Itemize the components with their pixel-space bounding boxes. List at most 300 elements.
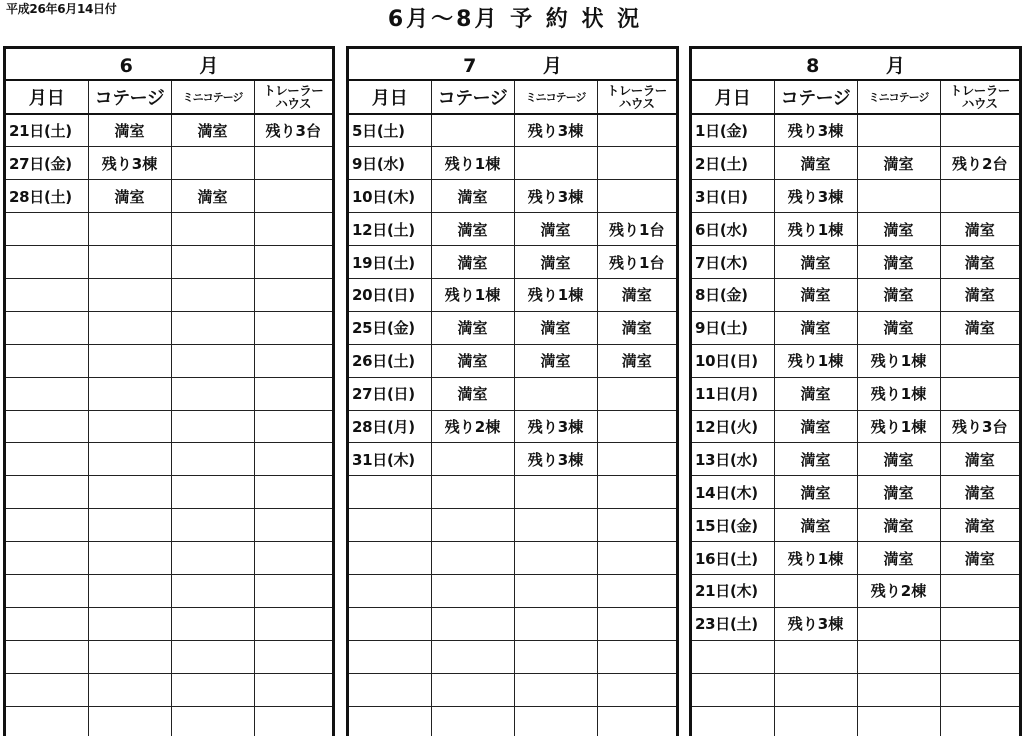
col-header-mini-cottage: ミニコテージ: [514, 81, 597, 114]
cell-date: 3日(日): [692, 180, 774, 213]
header-row: [349, 81, 676, 114]
cell-cottage: 残り1棟: [774, 344, 857, 377]
trailer-header-line2: ハウス: [275, 96, 312, 111]
table-row: [349, 114, 676, 147]
cell-date: [349, 706, 431, 736]
cell-mini-cottage: [171, 443, 254, 476]
cell-cottage: [88, 311, 171, 344]
cell-trailer-house: 残り3台: [254, 114, 332, 147]
cell-mini-cottage: [514, 542, 597, 575]
cell-trailer-house: 満室: [940, 213, 1019, 246]
cell-cottage: 残り1棟: [774, 542, 857, 575]
cell-trailer-house: [597, 410, 676, 443]
cell-mini-cottage: [171, 574, 254, 607]
cell-trailer-house: [597, 180, 676, 213]
cell-trailer-house: [940, 114, 1019, 147]
issue-date: 平成26年6月14日付: [6, 2, 117, 16]
table-row: [349, 443, 676, 476]
cell-mini-cottage: 残り1棟: [857, 344, 940, 377]
table-row: [6, 476, 332, 509]
cell-mini-cottage: 満室: [857, 213, 940, 246]
cell-mini-cottage: 満室: [857, 476, 940, 509]
cell-cottage: 残り1棟: [431, 278, 514, 311]
table-row: [349, 278, 676, 311]
table-row: [692, 278, 1019, 311]
table-row: [692, 377, 1019, 410]
cell-mini-cottage: [857, 640, 940, 673]
cell-mini-cottage: 満室: [857, 443, 940, 476]
cell-trailer-house: [597, 673, 676, 706]
cell-mini-cottage: 残り3棟: [514, 410, 597, 443]
cell-date: 16日(土): [692, 542, 774, 575]
cell-date: [6, 213, 88, 246]
cell-trailer-house: [940, 180, 1019, 213]
cell-trailer-house: [254, 180, 332, 213]
cell-trailer-house: 残り1台: [597, 246, 676, 279]
table-row: [692, 443, 1019, 476]
cell-date: [6, 607, 88, 640]
cell-trailer-house: 満室: [940, 311, 1019, 344]
cell-date: [349, 542, 431, 575]
cell-cottage: 残り3棟: [774, 114, 857, 147]
cell-mini-cottage: 満室: [857, 509, 940, 542]
table-row: [692, 574, 1019, 607]
col-header-cottage: コテージ: [774, 81, 857, 114]
cell-trailer-house: [597, 377, 676, 410]
cell-mini-cottage: [514, 706, 597, 736]
col-header-cottage: コテージ: [88, 81, 171, 114]
cell-cottage: [774, 673, 857, 706]
cell-date: [349, 673, 431, 706]
table-row: [692, 213, 1019, 246]
cell-trailer-house: [597, 706, 676, 736]
cell-cottage: [88, 443, 171, 476]
cell-trailer-house: [940, 607, 1019, 640]
trailer-header-line1: トレーラー: [949, 83, 1010, 98]
cell-trailer-house: [254, 542, 332, 575]
cell-date: 2日(土): [692, 147, 774, 180]
cell-trailer-house: [254, 213, 332, 246]
cell-cottage: [88, 213, 171, 246]
cell-cottage: 満室: [774, 509, 857, 542]
cell-trailer-house: [597, 607, 676, 640]
cell-trailer-house: 満室: [940, 246, 1019, 279]
cell-trailer-house: 残り1台: [597, 213, 676, 246]
reservation-table: [6, 81, 332, 736]
cell-mini-cottage: 満室: [857, 542, 940, 575]
cell-mini-cottage: 残り1棟: [857, 377, 940, 410]
col-header-date: 月日: [349, 81, 431, 114]
trailer-header-line1: トレーラー: [263, 83, 324, 98]
col-header-cottage: コテージ: [431, 81, 514, 114]
cell-date: 7日(木): [692, 246, 774, 279]
cell-cottage: 満室: [774, 476, 857, 509]
cell-date: [6, 377, 88, 410]
cell-trailer-house: [597, 509, 676, 542]
table-row: [6, 706, 332, 736]
table-row: [6, 311, 332, 344]
cell-trailer-house: [254, 344, 332, 377]
cell-cottage: [88, 607, 171, 640]
cell-mini-cottage: [857, 180, 940, 213]
cell-date: 10日(木): [349, 180, 431, 213]
cell-trailer-house: 満室: [597, 344, 676, 377]
cell-date: 6日(水): [692, 213, 774, 246]
table-row: [6, 607, 332, 640]
cell-mini-cottage: 満室: [857, 311, 940, 344]
cell-cottage: [88, 574, 171, 607]
col-header-trailer-house: [940, 81, 1019, 114]
cell-cottage: 満室: [774, 311, 857, 344]
header-row: [692, 81, 1019, 114]
cell-date: [6, 311, 88, 344]
cell-trailer-house: [254, 410, 332, 443]
cell-date: 21日(木): [692, 574, 774, 607]
col-header-trailer-house: [254, 81, 332, 114]
cell-trailer-house: [254, 147, 332, 180]
table-row: [6, 377, 332, 410]
cell-mini-cottage: [171, 476, 254, 509]
cell-mini-cottage: [857, 673, 940, 706]
cell-trailer-house: [597, 640, 676, 673]
table-row: [6, 278, 332, 311]
cell-cottage: [88, 542, 171, 575]
cell-cottage: [88, 706, 171, 736]
cell-mini-cottage: [171, 344, 254, 377]
cell-mini-cottage: 満室: [514, 311, 597, 344]
cell-date: [692, 706, 774, 736]
cell-date: [6, 542, 88, 575]
cell-trailer-house: 満室: [940, 476, 1019, 509]
cell-mini-cottage: 満室: [857, 278, 940, 311]
cell-mini-cottage: [171, 147, 254, 180]
cell-trailer-house: 満室: [940, 443, 1019, 476]
table-row: [6, 180, 332, 213]
cell-mini-cottage: [171, 509, 254, 542]
cell-cottage: [774, 640, 857, 673]
cell-cottage: [774, 706, 857, 736]
page-title: 6月〜8月 予 約 状 況: [387, 7, 643, 32]
cell-trailer-house: [254, 311, 332, 344]
cell-cottage: 満室: [774, 278, 857, 311]
cell-cottage: [431, 640, 514, 673]
cell-date: [6, 476, 88, 509]
table-row: [6, 542, 332, 575]
cell-date: 10日(日): [692, 344, 774, 377]
reservation-table: [349, 81, 676, 736]
cell-trailer-house: [254, 574, 332, 607]
cell-date: 13日(水): [692, 443, 774, 476]
cell-date: [6, 706, 88, 736]
cell-cottage: [431, 542, 514, 575]
table-row: [349, 147, 676, 180]
cell-date: [6, 509, 88, 542]
cell-cottage: [431, 114, 514, 147]
cell-mini-cottage: 満室: [514, 344, 597, 377]
cell-date: 15日(金): [692, 509, 774, 542]
cell-cottage: 残り2棟: [431, 410, 514, 443]
cell-cottage: [88, 344, 171, 377]
cell-trailer-house: [940, 706, 1019, 736]
table-row: [6, 147, 332, 180]
table-row: [692, 607, 1019, 640]
cell-trailer-house: [254, 706, 332, 736]
table-row: [349, 706, 676, 736]
table-row: [349, 640, 676, 673]
cell-date: [6, 640, 88, 673]
cell-mini-cottage: [171, 607, 254, 640]
cell-cottage: 満室: [431, 311, 514, 344]
cell-date: 12日(火): [692, 410, 774, 443]
cell-date: [6, 574, 88, 607]
cell-date: 8日(金): [692, 278, 774, 311]
table-row: [349, 410, 676, 443]
cell-date: 28日(土): [6, 180, 88, 213]
table-row: [349, 344, 676, 377]
table-row: [6, 213, 332, 246]
cell-cottage: 満室: [431, 213, 514, 246]
cell-mini-cottage: 残り1棟: [857, 410, 940, 443]
cell-date: [349, 607, 431, 640]
cell-date: [349, 476, 431, 509]
cell-cottage: [431, 476, 514, 509]
cell-cottage: 残り1棟: [431, 147, 514, 180]
table-row: [692, 542, 1019, 575]
cell-mini-cottage: [514, 147, 597, 180]
cell-date: 12日(土): [349, 213, 431, 246]
cell-trailer-house: [254, 246, 332, 279]
cell-cottage: [774, 574, 857, 607]
cell-trailer-house: 満室: [597, 278, 676, 311]
cell-date: 1日(金): [692, 114, 774, 147]
cell-cottage: [88, 246, 171, 279]
cell-trailer-house: [254, 640, 332, 673]
cell-date: [6, 443, 88, 476]
cell-trailer-house: [597, 147, 676, 180]
cell-cottage: [88, 377, 171, 410]
cell-date: 20日(日): [349, 278, 431, 311]
cell-date: [349, 509, 431, 542]
cell-trailer-house: [940, 377, 1019, 410]
cell-cottage: 満室: [88, 180, 171, 213]
cell-trailer-house: [254, 377, 332, 410]
trailer-header-line1: トレーラー: [606, 83, 667, 98]
cell-trailer-house: [597, 114, 676, 147]
cell-mini-cottage: 満室: [514, 246, 597, 279]
cell-cottage: [431, 706, 514, 736]
cell-mini-cottage: [171, 706, 254, 736]
cell-mini-cottage: [171, 640, 254, 673]
table-row: [692, 476, 1019, 509]
cell-trailer-house: 満室: [940, 278, 1019, 311]
table-row: [692, 509, 1019, 542]
table-row: [349, 213, 676, 246]
cell-mini-cottage: [857, 607, 940, 640]
cell-trailer-house: [940, 640, 1019, 673]
cell-date: 27日(日): [349, 377, 431, 410]
table-row: [692, 147, 1019, 180]
cell-cottage: 残り3棟: [88, 147, 171, 180]
cell-mini-cottage: [514, 476, 597, 509]
cell-date: [692, 640, 774, 673]
cell-mini-cottage: 残り1棟: [514, 278, 597, 311]
cell-date: 31日(木): [349, 443, 431, 476]
cell-date: [692, 673, 774, 706]
month-panel-august: [689, 46, 1022, 736]
month-panel-june: [3, 46, 335, 736]
table-row: [349, 377, 676, 410]
cell-trailer-house: 満室: [940, 542, 1019, 575]
cell-mini-cottage: [171, 246, 254, 279]
cell-mini-cottage: 残り2棟: [857, 574, 940, 607]
cell-cottage: [88, 640, 171, 673]
table-row: [692, 706, 1019, 736]
cell-cottage: 満室: [431, 246, 514, 279]
cell-cottage: [88, 673, 171, 706]
cell-mini-cottage: [514, 640, 597, 673]
cell-mini-cottage: 満室: [514, 213, 597, 246]
table-row: [692, 114, 1019, 147]
table-row: [6, 509, 332, 542]
cell-trailer-house: [597, 443, 676, 476]
cell-date: 23日(土): [692, 607, 774, 640]
cell-cottage: [431, 443, 514, 476]
table-row: [6, 640, 332, 673]
cell-mini-cottage: [171, 673, 254, 706]
cell-mini-cottage: 満室: [171, 114, 254, 147]
table-row: [692, 410, 1019, 443]
trailer-header-line2: ハウス: [618, 96, 655, 111]
cell-date: 11日(月): [692, 377, 774, 410]
col-header-mini-cottage: ミニコテージ: [857, 81, 940, 114]
cell-date: 21日(土): [6, 114, 88, 147]
col-header-mini-cottage: ミニコテージ: [171, 81, 254, 114]
month-heading: 8 月: [692, 49, 1019, 81]
cell-mini-cottage: [857, 114, 940, 147]
table-row: [349, 246, 676, 279]
cell-date: [349, 640, 431, 673]
cell-date: 28日(月): [349, 410, 431, 443]
cell-cottage: [88, 278, 171, 311]
table-row: [349, 574, 676, 607]
cell-mini-cottage: 満室: [857, 147, 940, 180]
table-row: [349, 311, 676, 344]
cell-cottage: 残り3棟: [774, 607, 857, 640]
table-row: [6, 410, 332, 443]
table-row: [692, 246, 1019, 279]
table-row: [6, 574, 332, 607]
cell-cottage: [88, 476, 171, 509]
table-row: [6, 443, 332, 476]
cell-mini-cottage: [514, 574, 597, 607]
header-row: [6, 81, 332, 114]
cell-mini-cottage: [514, 509, 597, 542]
cell-trailer-house: [254, 673, 332, 706]
table-row: [692, 640, 1019, 673]
cell-mini-cottage: [171, 213, 254, 246]
cell-cottage: [431, 607, 514, 640]
cell-date: 9日(土): [692, 311, 774, 344]
table-row: [349, 180, 676, 213]
cell-mini-cottage: [171, 377, 254, 410]
trailer-header-line2: ハウス: [961, 96, 998, 111]
cell-trailer-house: [940, 574, 1019, 607]
cell-trailer-house: [254, 476, 332, 509]
cell-date: 14日(木): [692, 476, 774, 509]
month-heading: 7 月: [349, 49, 676, 81]
cell-date: 26日(土): [349, 344, 431, 377]
table-row: [349, 476, 676, 509]
cell-cottage: 満室: [774, 246, 857, 279]
cell-date: 9日(水): [349, 147, 431, 180]
cell-mini-cottage: [514, 377, 597, 410]
cell-cottage: 満室: [431, 180, 514, 213]
cell-date: [6, 344, 88, 377]
cell-trailer-house: [254, 278, 332, 311]
cell-cottage: 満室: [774, 377, 857, 410]
cell-date: 19日(土): [349, 246, 431, 279]
cell-trailer-house: [254, 509, 332, 542]
table-row: [349, 673, 676, 706]
cell-mini-cottage: 残り3棟: [514, 180, 597, 213]
col-header-date: 月日: [6, 81, 88, 114]
cell-trailer-house: [597, 476, 676, 509]
table-row: [692, 180, 1019, 213]
cell-date: [349, 574, 431, 607]
cell-trailer-house: [597, 574, 676, 607]
cell-trailer-house: [254, 443, 332, 476]
cell-date: 25日(金): [349, 311, 431, 344]
month-heading: 6 月: [6, 49, 332, 81]
table-row: [692, 344, 1019, 377]
cell-cottage: [431, 509, 514, 542]
table-row: [6, 246, 332, 279]
cell-cottage: [431, 673, 514, 706]
table-row: [692, 311, 1019, 344]
table-row: [349, 509, 676, 542]
cell-cottage: 満室: [88, 114, 171, 147]
cell-mini-cottage: [857, 706, 940, 736]
cell-mini-cottage: 残り3棟: [514, 114, 597, 147]
cell-mini-cottage: [514, 607, 597, 640]
cell-trailer-house: [254, 607, 332, 640]
cell-cottage: 満室: [774, 410, 857, 443]
col-header-date: 月日: [692, 81, 774, 114]
cell-trailer-house: 満室: [940, 509, 1019, 542]
cell-date: [6, 246, 88, 279]
cell-mini-cottage: [171, 542, 254, 575]
cell-cottage: 残り3棟: [774, 180, 857, 213]
cell-mini-cottage: 残り3棟: [514, 443, 597, 476]
cell-mini-cottage: 満室: [171, 180, 254, 213]
cell-trailer-house: 満室: [597, 311, 676, 344]
cell-cottage: 満室: [774, 147, 857, 180]
cell-mini-cottage: [171, 311, 254, 344]
cell-cottage: [88, 509, 171, 542]
cell-mini-cottage: 満室: [857, 246, 940, 279]
cell-trailer-house: [597, 542, 676, 575]
cell-cottage: 満室: [774, 443, 857, 476]
cell-date: [6, 673, 88, 706]
cell-date: [6, 278, 88, 311]
cell-trailer-house: [940, 673, 1019, 706]
cell-trailer-house: 残り3台: [940, 410, 1019, 443]
cell-cottage: 満室: [431, 377, 514, 410]
cell-cottage: 残り1棟: [774, 213, 857, 246]
table-row: [6, 114, 332, 147]
reservation-table: [692, 81, 1019, 736]
cell-mini-cottage: [171, 410, 254, 443]
